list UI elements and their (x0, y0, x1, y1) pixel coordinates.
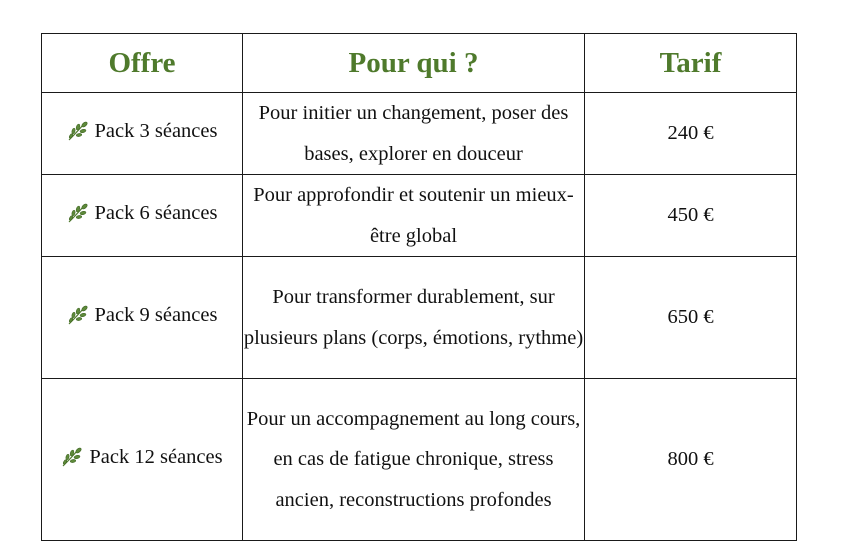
offre-cell (42, 175, 243, 257)
offre-label: Pack 3 séances (94, 120, 218, 143)
table-row (42, 93, 797, 175)
tarif-cell: 450 € (585, 175, 797, 257)
leaf-sprig-icon (67, 203, 89, 223)
offre-label: Pack 6 séances (94, 202, 218, 225)
tarif-cell: 800 € (585, 379, 797, 541)
tarif-cell: 240 € (585, 93, 797, 175)
offre-label: Pack 12 séances (89, 446, 223, 469)
leaf-sprig-icon (67, 305, 89, 325)
leaf-sprig-icon (67, 121, 89, 141)
offre-label: Pack 9 séances (94, 304, 218, 327)
offre-cell (42, 257, 243, 379)
header-row (42, 34, 797, 93)
pour-qui-cell: Pour transformer durablement, sur plusieurs plans (corps, émotions, rythme) (243, 257, 585, 379)
header-offre: Offre (42, 34, 243, 93)
offers-table (41, 33, 797, 541)
table-row (42, 379, 797, 541)
leaf-sprig-icon (61, 447, 83, 467)
offre-cell (42, 379, 243, 541)
pour-qui-cell: Pour approfondir et soutenir un mieux-être global (243, 175, 585, 257)
tarif-cell: 650 € (585, 257, 797, 379)
offre-cell (42, 93, 243, 175)
pour-qui-cell: Pour un accompagnement au long cours, en cas de fatigue chronique, stress ancien, reconstructions profondes (243, 379, 585, 541)
header-tarif: Tarif (585, 34, 797, 93)
header-pour-qui: Pour qui ? (243, 34, 585, 93)
pour-qui-cell: Pour initier un changement, poser des bases, explorer en douceur (243, 93, 585, 175)
table-row (42, 257, 797, 379)
table-row (42, 175, 797, 257)
